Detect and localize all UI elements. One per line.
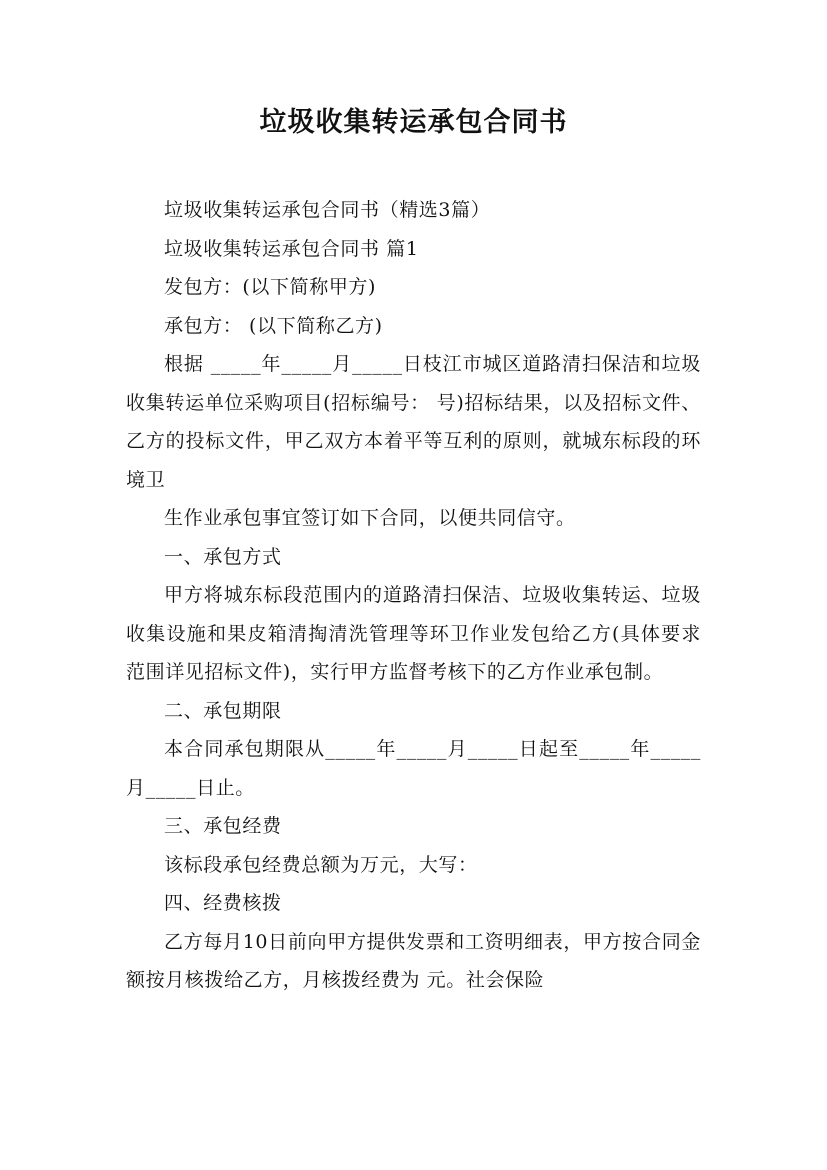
clause-heading-2: 二、承包期限 (164, 699, 282, 722)
document-body (126, 191, 701, 1000)
preamble-continuation: 生作业承包事宜签订如下合同，以便共同信守。 (164, 507, 576, 529)
subtitle-paragraph: 垃圾收集转运承包合同书（精选3篇） (164, 199, 491, 221)
clause-body-2: 本合同承包期限从_____年_____月_____日起至_____年_____月_____日止。 (126, 738, 701, 799)
clause-body-1: 甲方将城东标段范围内的道路清扫保洁、垃圾收集转运、垃圾收集设施和果皮箱清掏清洗管理等环卫作业发包给乙方(具体要求范围详见招标文件)，实行甲方监督考核下的乙方作业承包制。 (126, 584, 701, 683)
section-heading-part1: 垃圾收集转运承包合同书 篇1 (164, 237, 419, 260)
party-a-line: 发包方：(以下简称甲方) (164, 276, 377, 298)
preamble-paragraph: 根据 _____年_____月_____日枝江市城区道路清扫保洁和垃圾收集转运单位采购项目(招标编号： 号)招标结果，以及招标文件、乙方的投标文件，甲乙双方本着平等互利的原则，就城东标段的环境卫 (126, 353, 701, 491)
clause-heading-1: 一、承包方式 (164, 545, 282, 568)
clause-body-4: 乙方每月10日前向甲方提供发票和工资明细表，甲方按合同金额按月核拨给乙方，月核拨经费为 元。社会保险 (126, 930, 701, 991)
clause-heading-4: 四、经费核拨 (164, 892, 282, 914)
clause-body-3: 该标段承包经费总额为万元，大写： (164, 853, 478, 876)
document-title: 垃圾收集转运承包合同书 (259, 107, 568, 138)
party-b-line: 承包方： (以下简称乙方) (164, 314, 383, 337)
clause-heading-3: 三、承包经费 (164, 815, 282, 837)
